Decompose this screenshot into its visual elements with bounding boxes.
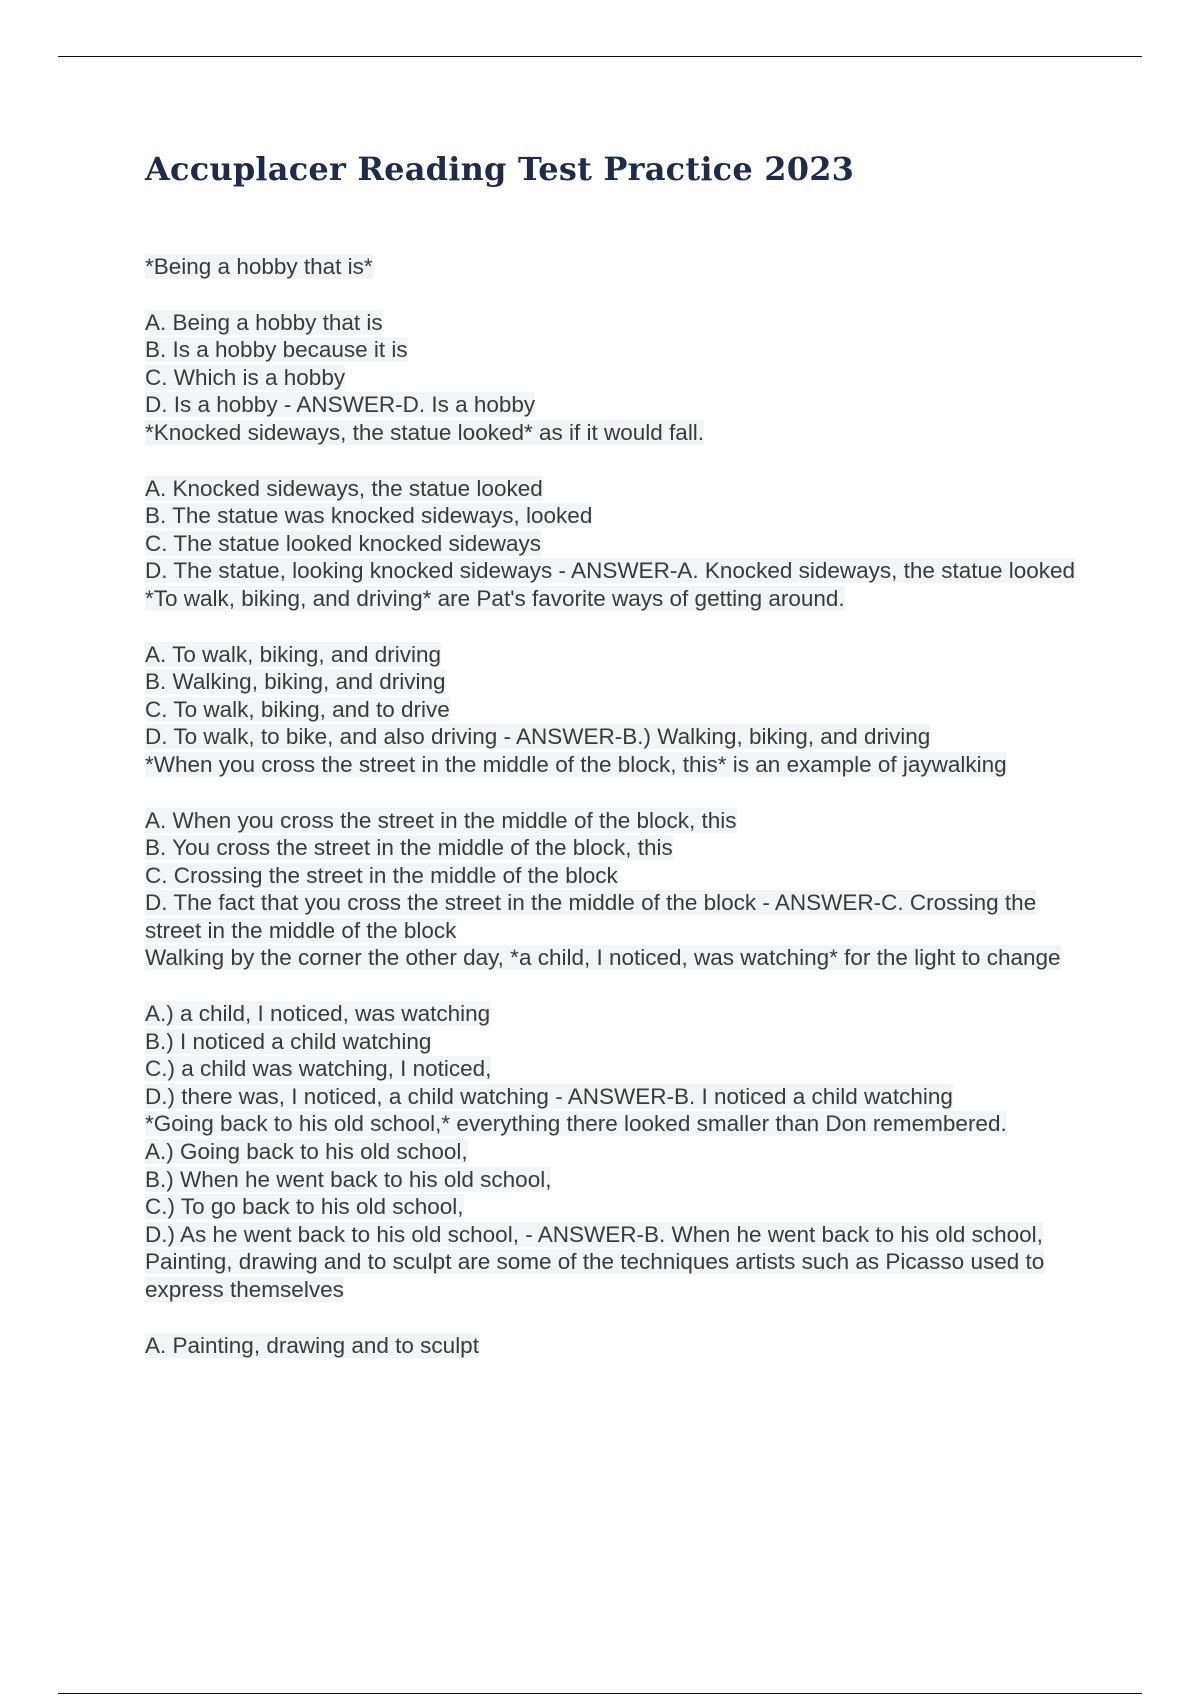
answer-option-text: C. To walk, biking, and to drive: [145, 696, 450, 722]
question-prompt: [145, 1248, 1095, 1303]
document-title: Accuplacer Reading Test Practice 2023: [145, 150, 855, 188]
answer-option-text: A. Knocked sideways, the statue looked: [145, 475, 543, 501]
answer-option-text: A. Being a hobby that is: [145, 309, 383, 335]
answer-option: [145, 668, 1095, 696]
answer-option-text: C.) To go back to his old school,: [145, 1194, 464, 1220]
answer-option-text: D. The statue, looking knocked sideways - ANSWER-A. Knocked sideways, the statue looked: [145, 558, 1076, 584]
answer-option: [145, 530, 1095, 558]
question-prompt-text: *When you cross the street in the middle of the block, this* is an example of jaywalking: [145, 751, 1007, 777]
answer-option: [145, 696, 1095, 724]
question-prompt: [145, 751, 1095, 779]
question-prompt: [145, 585, 1095, 613]
answer-option: [145, 1000, 1095, 1028]
question-prompt-text: Painting, drawing and to sculpt are some of the techniques artists such as Picasso used to express themselves: [145, 1249, 1045, 1302]
answer-option-text: D. Is a hobby - ANSWER-D. Is a hobby: [145, 392, 536, 418]
answer-option-text: B. You cross the street in the middle of the block, this: [145, 835, 673, 861]
answer-option-text: A. Painting, drawing and to sculpt: [145, 1332, 479, 1358]
document-body: [145, 253, 1095, 1359]
paragraph-gap: [145, 779, 1095, 807]
header-rule: [58, 56, 1142, 57]
question-prompt: [145, 1110, 1095, 1138]
answer-option: [145, 1166, 1095, 1194]
answer-option: [145, 1083, 1095, 1111]
paragraph-gap: [145, 281, 1095, 309]
answer-option: [145, 1138, 1095, 1166]
answer-option: [145, 364, 1095, 392]
question-prompt-text: *Being a hobby that is*: [145, 254, 373, 279]
answer-option-text: C. Which is a hobby: [145, 364, 346, 390]
answer-option: [145, 1332, 1095, 1360]
answer-option: [145, 557, 1095, 585]
answer-option: [145, 391, 1095, 419]
answer-option-text: A.) Going back to his old school,: [145, 1139, 468, 1165]
answer-option: [145, 1221, 1095, 1249]
question-prompt: [145, 419, 1095, 447]
answer-option-text: D.) there was, I noticed, a child watching - ANSWER-B. I noticed a child watching: [145, 1083, 953, 1109]
answer-option-text: C. Crossing the street in the middle of the block: [145, 862, 618, 888]
question-prompt-text: *To walk, biking, and driving* are Pat's favorite ways of getting around.: [145, 585, 845, 611]
answer-option: [145, 336, 1095, 364]
answer-option: [145, 889, 1095, 944]
answer-option-text: B. The statue was knocked sideways, looked: [145, 503, 593, 529]
question-prompt-text: *Knocked sideways, the statue looked* as if it would fall.: [145, 419, 705, 445]
answer-option: [145, 1055, 1095, 1083]
answer-option: [145, 475, 1095, 503]
answer-option-text: D. The fact that you cross the street in the middle of the block - ANSWER-C. Crossing the street in the middle of the block: [145, 890, 1037, 943]
question-prompt-text: Walking by the corner the other day, *a child, I noticed, was watching* for the light to change: [145, 945, 1061, 971]
answer-option-text: B.) When he went back to his old school,: [145, 1166, 552, 1192]
answer-option-text: D.) As he went back to his old school, - ANSWER-B. When he went back to his old school,: [145, 1221, 1043, 1247]
question-prompt: [145, 253, 1095, 281]
answer-option: [145, 723, 1095, 751]
answer-option-text: C. The statue looked knocked sideways: [145, 530, 542, 556]
answer-option-text: A.) a child, I noticed, was watching: [145, 1001, 491, 1027]
answer-option-text: B. Walking, biking, and driving: [145, 669, 446, 695]
answer-option-text: A. When you cross the street in the middle of the block, this: [145, 807, 737, 833]
answer-option-text: C.) a child was watching, I noticed,: [145, 1056, 492, 1082]
paragraph-gap: [145, 613, 1095, 641]
paragraph-gap: [145, 972, 1095, 1000]
answer-option-text: B. Is a hobby because it is: [145, 337, 408, 363]
answer-option-text: B.) I noticed a child watching: [145, 1028, 432, 1054]
footer-rule: [58, 1693, 1142, 1694]
answer-option: [145, 502, 1095, 530]
paragraph-gap: [145, 1304, 1095, 1332]
question-prompt-text: *Going back to his old school,* everything there looked smaller than Don remembered.: [145, 1111, 1007, 1137]
answer-option: [145, 834, 1095, 862]
answer-option: [145, 862, 1095, 890]
answer-option-text: D. To walk, to bike, and also driving - ANSWER-B.) Walking, biking, and driving: [145, 724, 931, 750]
paragraph-gap: [145, 447, 1095, 475]
answer-option: [145, 309, 1095, 337]
question-prompt: [145, 944, 1095, 972]
document-page: [145, 145, 1095, 1359]
answer-option: [145, 641, 1095, 669]
answer-option: [145, 807, 1095, 835]
answer-option-text: A. To walk, biking, and driving: [145, 641, 441, 667]
answer-option: [145, 1028, 1095, 1056]
answer-option: [145, 1193, 1095, 1221]
